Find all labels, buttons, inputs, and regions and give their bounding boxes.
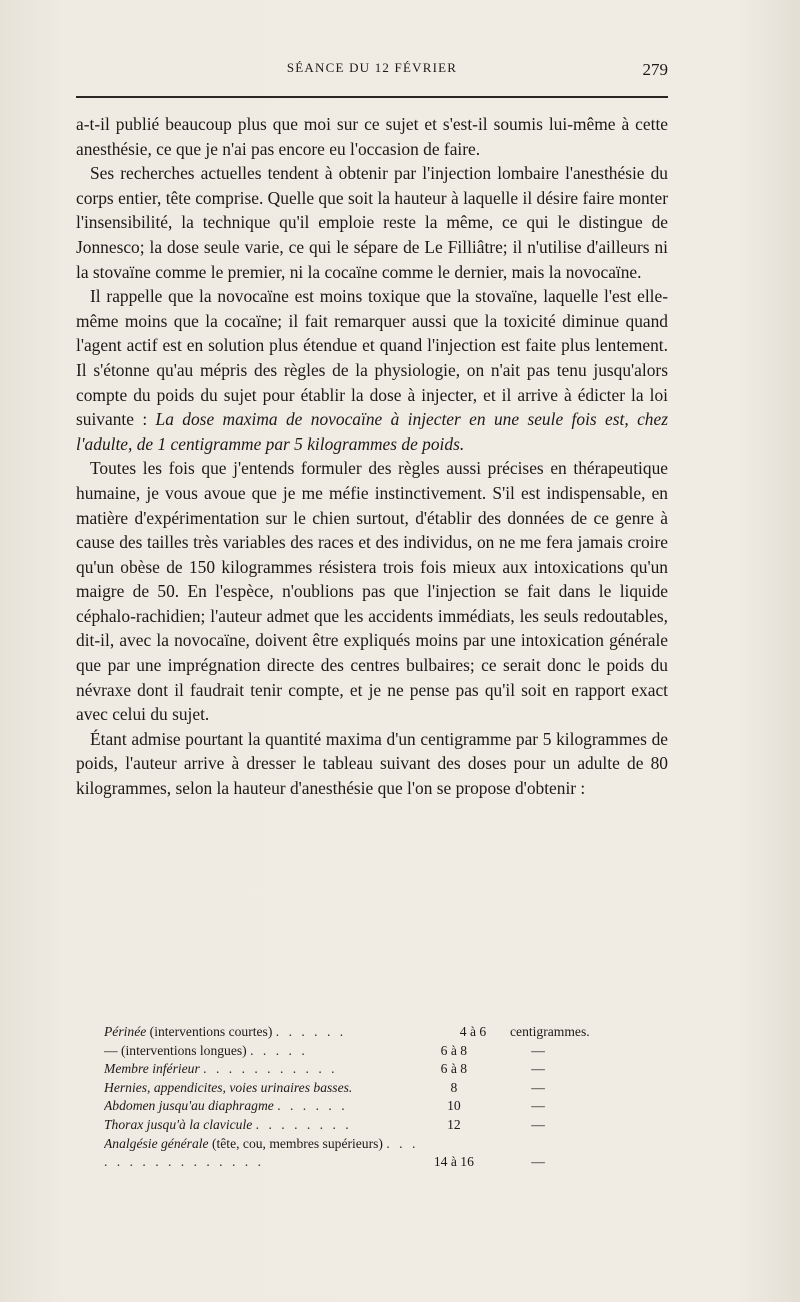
paragraph-4 bbox=[76, 456, 668, 727]
leader-dots: . . . . . . . . bbox=[255, 1116, 352, 1132]
dose-row bbox=[104, 1135, 664, 1172]
region-italic: Périnée bbox=[104, 1024, 147, 1039]
dose-table bbox=[104, 1023, 664, 1172]
paragraph-5 bbox=[76, 727, 668, 801]
dose-unit: centigrammes. bbox=[510, 1024, 590, 1039]
paragraph-text: a-t-il publié beaucoup plus que moi sur ce sujet et s'est-il soumis lui-même à cette anesthésie, ce que je n'ai pas encore eu l'occasion de faire. bbox=[76, 114, 668, 159]
running-title: SÉANCE DU 12 FÉVRIER bbox=[286, 60, 458, 75]
region-roman: — (interventions longues) bbox=[104, 1042, 247, 1058]
dose-label bbox=[104, 1060, 424, 1079]
dose-row bbox=[104, 1042, 664, 1061]
region-italic: Analgésie générale bbox=[104, 1135, 209, 1151]
dose-unit: — bbox=[531, 1116, 545, 1132]
paragraph-text: Ses recherches actuelles tendent à obtenir par l'injection lombaire l'anesthésie du corps entier, tête comprise. Quelle que soit la hauteur à laquelle il désire faire monter l'insensibilité, la technique qu'il emploie reste la même, ce qui le distingue de Jonnesco; la dose seule varie, ce qui le sépare de Le Filliâtre; il n'utilise d'ailleurs ni la stovaïne comme le premier, ni la cocaïne comme le dernier, mais la novocaïne. bbox=[76, 163, 668, 282]
dose-quantity: 10 bbox=[447, 1098, 461, 1114]
leader-dots: . . . . . . . . . . . bbox=[203, 1061, 338, 1077]
dose-label bbox=[104, 1116, 424, 1135]
paragraph-1 bbox=[76, 112, 668, 161]
dose-label bbox=[104, 1097, 424, 1116]
dose-label bbox=[104, 1135, 424, 1172]
dose-unit: — bbox=[531, 1061, 545, 1077]
region-italic: Hernies, appendicites, voies urinaires basses. bbox=[104, 1079, 353, 1095]
dose-row bbox=[104, 1116, 664, 1135]
paragraph-text: Toutes les fois que j'entends formuler des règles aussi précises en thérapeutique humaine, je vous avoue que je me méfie instinctivement. S'il est indispensable, en matière d'expérimentation sur le chien surtout, d'établir des données de ce genre à cause des tailles très variables des races et des individus, on ne me fera jamais croire qu'un obèse de 150 kilogrammes résistera trois fois mieux aux intoxications qu'un maigre de 50. En l'espèce, n'oublions pas que l'injection se fait dans le liquide céphalo-rachidien; l'auteur admet que les accidents immédiats, les seuls redoutables, dit-il, avec la novocaïne, doivent être expliqués moins par une intoxication générale que par une imprégnation directe des centres bulbaires; ce serait donc le poids du névraxe dont il faudrait tenir compte, et je ne pense pas qu'il soit en rapport exact avec celui du sujet. bbox=[76, 458, 668, 725]
dose-quantity: 6 à 8 bbox=[440, 1042, 468, 1058]
leader-dots: . . . . . bbox=[250, 1042, 308, 1058]
dose-quantity: 8 bbox=[450, 1079, 458, 1095]
paragraph-text: Étant admise pourtant la quantité maxima d'un centigramme par 5 kilogrammes de poids, l'auteur arrive à dresser le tableau suivant des doses pour un adulte de 80 kilogrammes, selon la hauteur d'anesthésie que l'on se propose d'obtenir : bbox=[76, 728, 668, 799]
page-number: 279 bbox=[642, 60, 668, 79]
dose-quantity: 6 à 8 bbox=[440, 1061, 468, 1077]
leader-dots: . . . . . . bbox=[275, 1024, 347, 1039]
dose-unit: — bbox=[531, 1098, 545, 1114]
region-italic: Thorax jusqu'à la clavicule bbox=[104, 1116, 253, 1132]
dose-label bbox=[104, 1023, 442, 1042]
dose-label bbox=[104, 1042, 424, 1061]
leader-dots: . . . . . . . . . . . . . . . . bbox=[104, 1135, 419, 1170]
region-italic: Abdomen jusqu'au diaphragme bbox=[104, 1098, 274, 1114]
leader-dots: . . . . . . bbox=[277, 1098, 348, 1114]
region-italic: Membre inférieur bbox=[104, 1061, 200, 1077]
page-header bbox=[76, 60, 668, 80]
region-roman: (tête, cou, membres supérieurs) bbox=[208, 1135, 383, 1151]
region-roman: (interventions courtes) bbox=[146, 1024, 273, 1039]
dose-quantity: 12 bbox=[447, 1116, 461, 1132]
paragraph-3 bbox=[76, 284, 668, 456]
dose-row bbox=[104, 1023, 664, 1042]
dose-quantity: 4 à 6 bbox=[459, 1024, 487, 1039]
dose-unit: — bbox=[531, 1042, 545, 1058]
dose-row bbox=[104, 1079, 664, 1098]
header-rule bbox=[76, 96, 668, 98]
dose-law-italic: La dose maxima de novocaïne à injecter en une seule fois est, chez l'adulte, de 1 centigramme par 5 kilogrammes de poids. bbox=[76, 409, 668, 454]
dose-quantity: 14 à 16 bbox=[433, 1154, 474, 1170]
dose-row bbox=[104, 1097, 664, 1116]
paragraph-text: Il rappelle que la novocaïne est moins toxique que la stovaïne, laquelle l'est elle-même moins que la cocaïne; il fait remarquer aussi que la toxicité diminue quand l'agent actif est en solution plus étendue et quand l'injection est faite plus lentement. Il s'étonne qu'au mépris des règles de la physiologie, on n'ait pas tenu jusqu'alors compte du poids du sujet pour établir la dose à injecter, et il arrive à édicter la loi suivante : bbox=[76, 286, 668, 430]
dose-row bbox=[104, 1060, 664, 1079]
dose-label bbox=[104, 1079, 424, 1098]
body-text bbox=[76, 112, 668, 801]
dose-unit: — bbox=[531, 1079, 545, 1095]
paragraph-2 bbox=[76, 161, 668, 284]
dose-unit: — bbox=[531, 1154, 545, 1170]
